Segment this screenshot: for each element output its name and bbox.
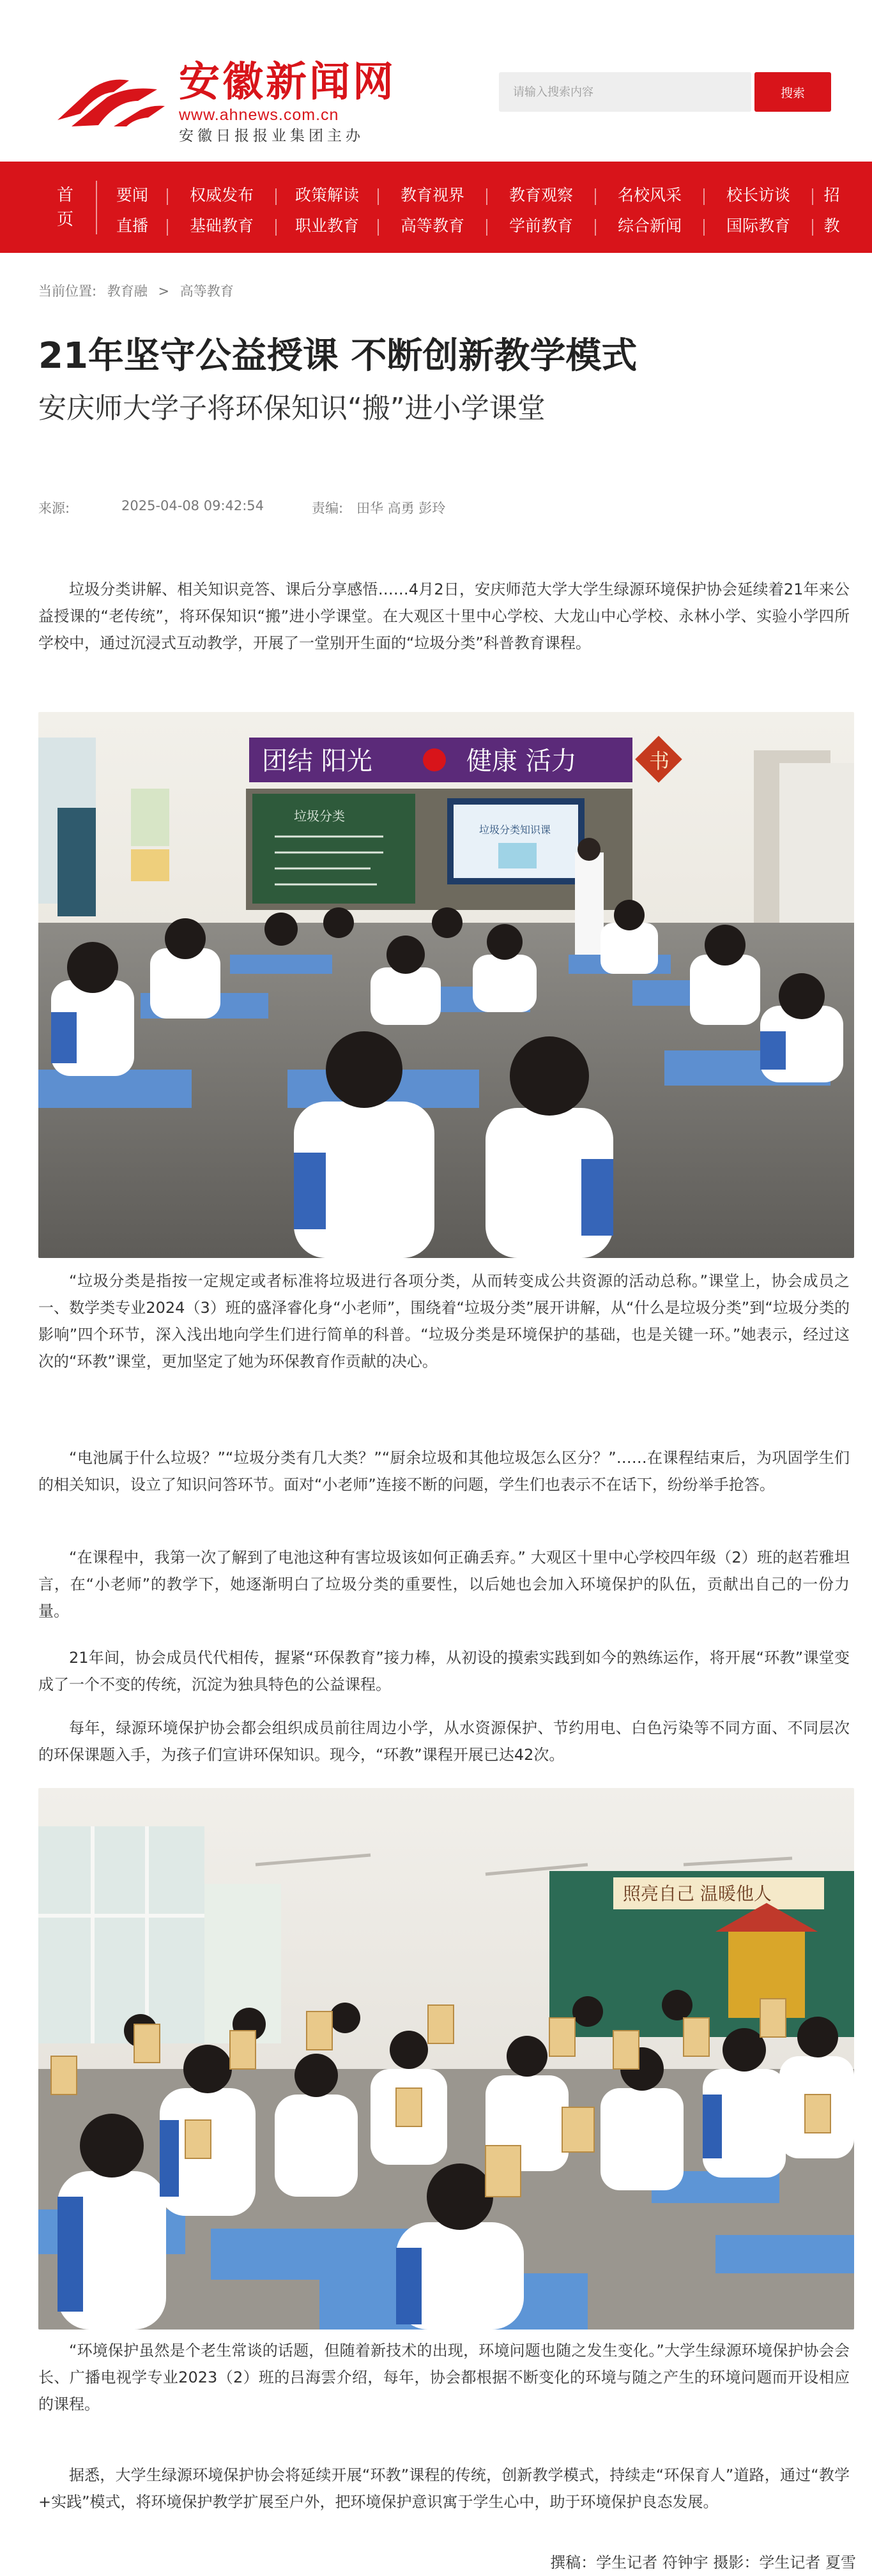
- nav-item[interactable]: 国际教育: [726, 216, 790, 235]
- nav-item[interactable]: 基础教育: [189, 216, 254, 235]
- article-photo-students: [38, 1788, 854, 2330]
- banner-right-text: 健康 活力: [466, 746, 577, 776]
- banner-left-text: 团结 阳光: [262, 746, 372, 776]
- nav-item[interactable]: 权威发布: [189, 186, 254, 204]
- screen-title: 垃圾分类知识课: [479, 824, 551, 836]
- nav-item[interactable]: 教: [823, 216, 840, 235]
- article-paragraph: 据悉，大学生绿源环境保护协会将延续开展“环教”课程的传统，创新教学模式，持续走“环保育人”道路，通过“教学+实践”模式，将环境保护教学扩展至户外，把环境保护意识寓于学生心中，助于环境保护良态发展。: [38, 2466, 850, 2511]
- article-paragraph: “电池属于什么垃圾？”“垃圾分类有几大类？”“厨余垃圾和其他垃圾怎么区分？”……在课程结束后，为巩固学生们的相关知识，设立了知识问答环节。面对“小老师”连接不断的问题，学生们也表示不在话下，纷纷举手抢答。: [38, 1449, 850, 1494]
- article-paragraph: 21年间，协会成员代代相传，握紧“环保教育”接力棒，从初设的摸索实践到如今的熟练运作，将开展“环教”课堂变成了一个不变的传统，沉淀为独具特色的公益课程。: [38, 1649, 850, 1693]
- breadcrumb-item[interactable]: 高等教育: [180, 284, 234, 299]
- nav-item[interactable]: 直播: [116, 216, 148, 235]
- nav-home[interactable]: 首页: [56, 186, 73, 229]
- article-photo-classroom: [38, 712, 854, 1258]
- article-subtitle: 安庆师大学子将环保知识“搬”进小学课堂: [38, 392, 546, 425]
- logo-title: 安徽新闻网: [179, 58, 396, 106]
- article-title: 21年坚守公益授课 不断创新教学模式: [38, 335, 638, 377]
- article-paragraph: “垃圾分类是指按一定规定或者标准将垃圾进行各项分类，从而转变成公共资源的活动总称。”课堂上，协会成员之一、数学类专业2024（3）班的盛泽睿化身“小老师”，围绕着“垃圾分类”展开讲解，从“什么是垃圾分类”到“垃圾分类的影响”四个环节，深入浅出地向学生们进行简单的科普。“垃圾分类是环境保护的基础，也是关键一环。”她表示，经过这次的“环教”课堂，更加坚定了她为环保教育作贡献的决心。: [38, 1272, 850, 1370]
- article-paragraph: 每年，绿源环境保护协会都会组织成员前往周边小学，从水资源保护、节约用电、白色污染等不同方面、不同层次的环保课题入手，为孩子们宣讲环保知识。现今，“环教”课程开展已达42次。: [38, 1719, 850, 1764]
- editor-label: 责编:: [312, 501, 344, 516]
- editor-names: 田华 高勇 彭玲: [356, 501, 446, 516]
- logo-slogan: 安徽日报报业集团主办: [179, 128, 364, 144]
- classroom-photo-image: [38, 712, 854, 1258]
- nav-item[interactable]: 要闻: [116, 186, 148, 204]
- breadcrumb: [38, 281, 240, 300]
- article-paragraph: “环境保护虽然是个老生常谈的话题，但随着新技术的出现，环境问题也随之发生变化。”大学生绿源环境保护协会会长、广播电视学专业2023（2）班的吕海雲介绍，每年，协会都根据不断变化的环境与随之产生的环境问题而开设相应的课程。: [38, 2342, 850, 2413]
- nav-item[interactable]: 高等教育: [400, 216, 464, 235]
- nav-item[interactable]: 招: [823, 186, 840, 204]
- nav-item[interactable]: 校长访谈: [726, 186, 790, 204]
- nav-item[interactable]: 政策解读: [294, 186, 359, 204]
- nav-item[interactable]: 学前教育: [509, 216, 573, 235]
- article-byline: 撰稿：学生记者 符钟宇 摄影：学生记者 夏雪: [550, 2554, 856, 2572]
- breadcrumb-item[interactable]: 教育融: [107, 284, 148, 299]
- site-header: [0, 0, 872, 162]
- nav-item[interactable]: 职业教育: [294, 216, 359, 235]
- breadcrumb-label: 当前位置:: [38, 284, 97, 299]
- article-paragraph: 垃圾分类讲解、相关知识竞答、课后分享感悟……4月2日，安庆师范大学大学生绿源环境保护协会延续着21年来公益授课的“老传统”，将环保知识“搬”进小学课堂。在大观区十里中心学校、大龙山中心学校、永林小学、实验小学四所学校中，通过沉浸式互动教学，开展了一堂别开生面的“垃圾分类”科普教育课程。: [38, 580, 850, 652]
- search-input[interactable]: [499, 72, 751, 112]
- source-label: 来源:: [38, 501, 70, 516]
- site-logo[interactable]: [52, 57, 397, 144]
- nav-item[interactable]: 教育视界: [400, 186, 464, 204]
- nav-item[interactable]: 综合新闻: [617, 216, 682, 235]
- main-nav: [0, 162, 872, 253]
- breadcrumb-separator: >: [158, 284, 170, 299]
- logo-url: www.ahnews.com.cn: [179, 106, 339, 124]
- chalkboard-title: 垃圾分类: [294, 808, 345, 824]
- search-button[interactable]: 搜索: [754, 72, 831, 112]
- publish-date: 2025-04-08 09:42:54: [121, 498, 264, 513]
- article-paragraph: “在课程中，我第一次了解到了电池这种有害垃圾该如何正确丢弃。” 大观区十里中心学校四年级（2）班的赵若雅坦言，在“小老师”的教学下，她逐渐明白了垃圾分类的重要性，以后她也会加入环境保护的队伍，贡献出自己的一份力量。: [38, 1549, 850, 1620]
- diamond-text: 书: [649, 749, 670, 773]
- classroom-banner-text: 照亮自己 温暖他人: [623, 1883, 772, 1904]
- students-photo-image: [38, 1788, 854, 2330]
- nav-item[interactable]: 名校风采: [617, 186, 682, 204]
- nav-item[interactable]: 教育观察: [509, 186, 573, 204]
- logo-mark-icon: [52, 64, 167, 134]
